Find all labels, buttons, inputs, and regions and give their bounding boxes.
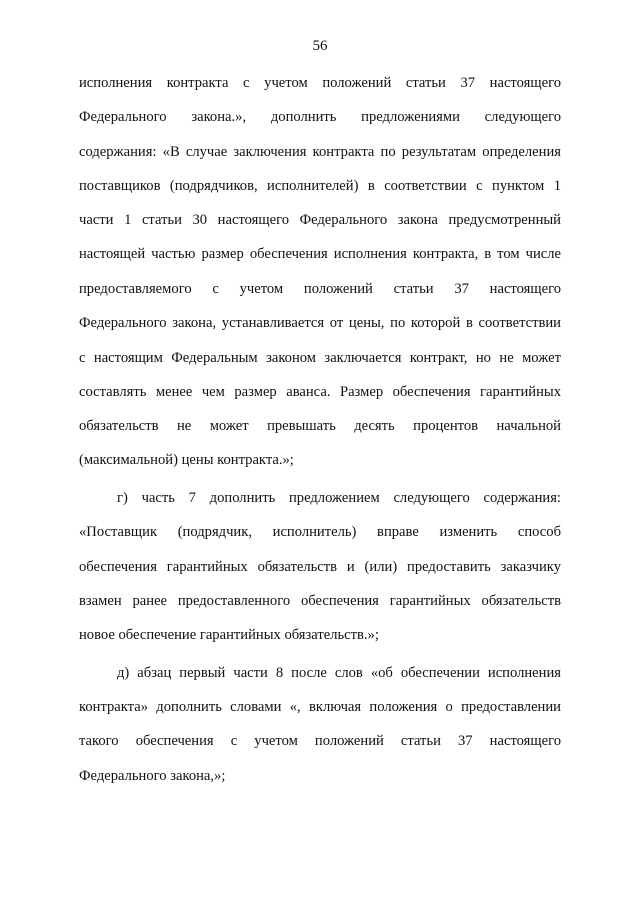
text-line: составлять менее чем размер аванса. Размер обеспечения гарантийных <box>79 384 561 400</box>
paragraph-d-first-line: д) абзац первый части 8 после слов «об обеспечении исполнения <box>117 665 561 681</box>
text-line: с настоящим Федеральным законом заключается контракт, но не может <box>79 350 561 366</box>
text-line: Федерального закона, устанавливается от цены, по которой в соответствии <box>79 315 561 331</box>
text-line: обеспечения гарантийных обязательств и (или) предоставить заказчику <box>79 559 561 575</box>
text-line: предоставляемого с учетом положений статьи 37 настоящего <box>79 281 561 297</box>
text-line: обязательств не может превышать десять процентов начальной <box>79 418 561 434</box>
text-line: части 1 статьи 30 настоящего Федерального закона предусмотренный <box>79 212 561 228</box>
page-number: 56 <box>312 38 328 54</box>
text-line: (максимальной) цены контракта.»; <box>79 452 294 468</box>
text-line: Федерального закона,»; <box>79 768 226 784</box>
text-line: такого обеспечения с учетом положений статьи 37 настоящего <box>79 733 561 749</box>
text-line: исполнения контракта с учетом положений статьи 37 настоящего <box>79 75 561 91</box>
text-line: «Поставщик (подрядчик, исполнитель) вправе изменить способ <box>79 524 561 540</box>
text-line: контракта» дополнить словами «, включая положения о предоставлении <box>79 699 561 715</box>
text-line: новое обеспечение гарантийных обязательств.»; <box>79 627 379 643</box>
text-line: содержания: «В случае заключения контракта по результатам определения <box>79 144 561 160</box>
text-line: поставщиков (подрядчиков, исполнителей) в соответствии с пунктом 1 <box>79 178 561 194</box>
text-line: взамен ранее предоставленного обеспечения гарантийных обязательств <box>79 593 561 609</box>
text-line: Федерального закона.», дополнить предложениями следующего <box>79 109 561 125</box>
text-line: настоящей частью размер обеспечения исполнения контракта, в том числе <box>79 246 561 262</box>
paragraph-g-first-line: г) часть 7 дополнить предложением следующего содержания: <box>117 490 561 506</box>
